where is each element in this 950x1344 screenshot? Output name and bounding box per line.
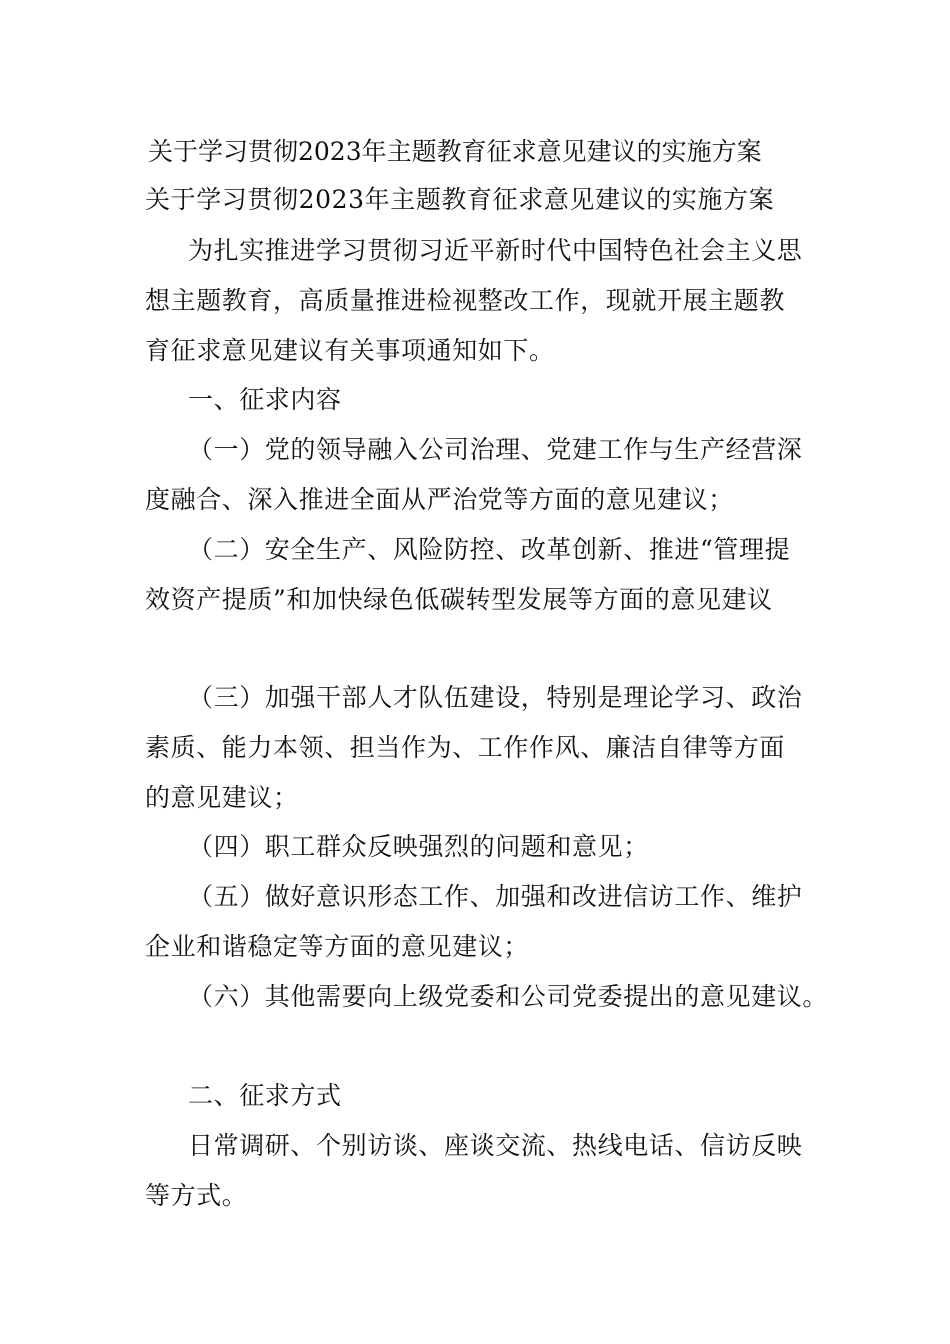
item-4-line: （四）职工群众反映强烈的问题和意见；: [188, 832, 649, 861]
item-3-line: （三）加强干部人才队伍建设，特别是理论学习、政治: [188, 683, 803, 712]
section-2-body-line: 日常调研、个别访谈、座谈交流、热线电话、信访反映: [188, 1131, 803, 1160]
item-1-line: （一）党的领导融入公司治理、党建工作与生产经营深: [188, 435, 803, 464]
item-2-line: （二）安全生产、风险防控、改革创新、推进“管理提: [188, 535, 791, 564]
item-3-line: 的意见建议；: [145, 783, 299, 812]
intro-line: 为扎实推进学习贯彻习近平新时代中国特色社会主义思: [188, 236, 803, 265]
item-2-line: 效资产提质”和加快绿色低碳转型发展等方面的意见建议: [145, 585, 773, 614]
section-2-body-line: 等方式。: [145, 1181, 248, 1210]
intro-line: 想主题教育，高质量推进检视整改工作，现就开展主题教: [145, 286, 786, 315]
document-subtitle: 关于学习贯彻2023年主题教育征求意见建议的实施方案: [145, 185, 775, 214]
intro-line: 育征求意见建议有关事项通知如下。: [145, 336, 555, 365]
item-5-line: 企业和谐稳定等方面的意见建议；: [145, 932, 530, 961]
item-1-line: 度融合、深入推进全面从严治党等方面的意见建议；: [145, 485, 734, 514]
document-title: 关于学习贯彻2023年主题教育征求意见建议的实施方案: [148, 137, 762, 166]
section-1-heading: 一、征求内容: [188, 385, 342, 414]
item-6-line: （六）其他需要向上级党委和公司党委提出的意见建议。: [188, 982, 829, 1011]
section-2-heading: 二、征求方式: [188, 1081, 342, 1110]
item-3-line: 素质、能力本领、担当作为、工作作风、廉洁自律等方面: [145, 733, 786, 762]
item-5-line: （五）做好意识形态工作、加强和改进信访工作、维护: [188, 882, 803, 911]
